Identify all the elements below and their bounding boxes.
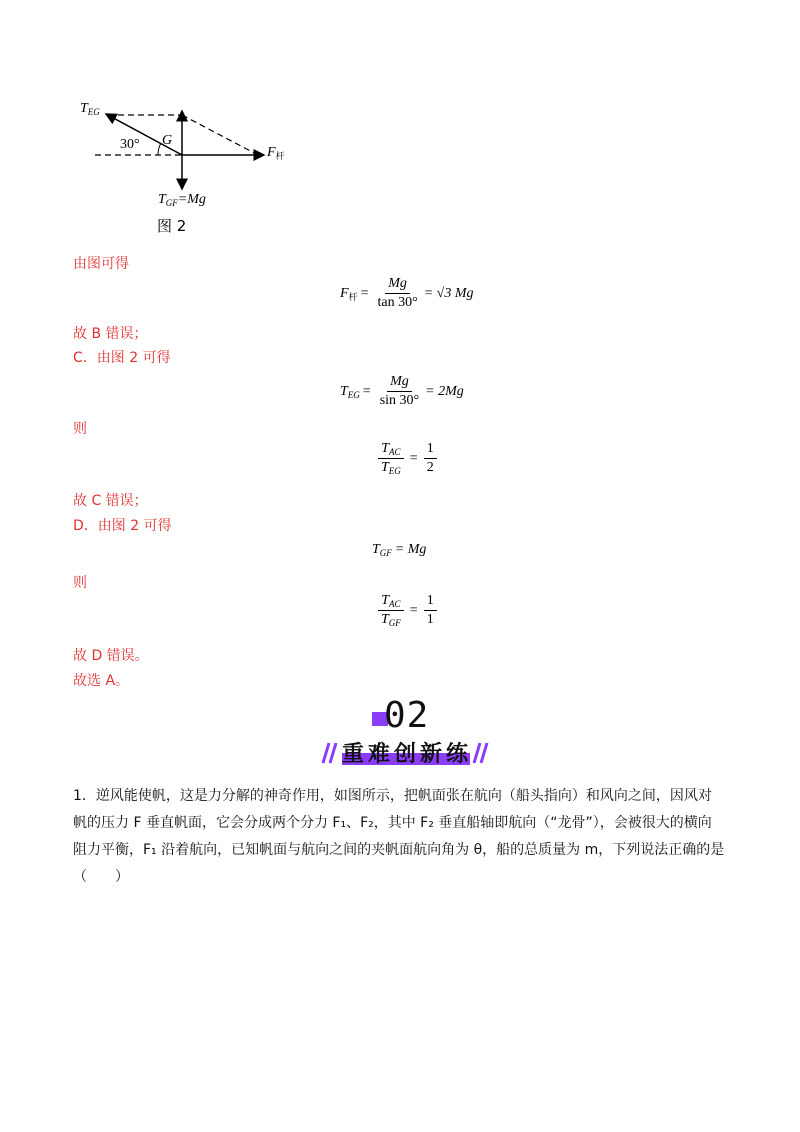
force-diagram-svg	[70, 95, 310, 240]
equation-t-eg: T EG = $\frac{Mg}{\sin 30^\circ}$ = 2Mg	[340, 374, 464, 408]
question-line-4: （ ）	[73, 869, 129, 885]
label-t-eg: $T_{EG}$	[80, 101, 100, 117]
label-t-gf: $T_{GF}=Mg$	[158, 192, 206, 208]
text-line-6: D．由图 2 可得	[73, 518, 172, 534]
label-angle: 30°	[120, 137, 140, 152]
text-line-2: 故 B 错误；	[73, 326, 148, 342]
equation-ratio-ac-gf: $\frac{T_{AC}}{T_{GF}}$ = $\frac{1}{1}$	[375, 593, 440, 628]
angle-arc	[158, 143, 161, 155]
equation-t-gf: T GF = Mg	[372, 542, 427, 558]
text-line-3: C．由图 2 可得	[73, 350, 171, 366]
section-title: 重难创新练	[342, 742, 473, 767]
question-line-3: 阻力平衡，F₁ 沿着航向，已知帆面与航向之间的夹帆面航向角为 θ，船的总质量为 m，下列说法正确的是	[73, 842, 725, 858]
text-line-1: 由图可得	[73, 256, 129, 272]
text-line-4: 则	[73, 421, 87, 437]
text-line-8: 故 D 错误。	[73, 648, 149, 664]
section-heading	[320, 695, 490, 775]
equation-f-gan: F 杆 = $\frac{Mg}{\tan 30^\circ}$ = √3 Mg	[340, 276, 474, 310]
section-number: 02	[384, 695, 430, 736]
figure-caption: 图 2	[157, 217, 187, 235]
question-line-2: 帆的压力 F 垂直帆面，它会分成两个分力 F₁、F₂，其中 F₂ 垂直船轴即航向（“龙骨”），会被很大的横向	[73, 815, 712, 831]
text-line-9: 故选 A。	[73, 673, 130, 689]
question-block	[73, 783, 733, 891]
dashed-diagonal-line	[182, 115, 258, 155]
text-line-5: 故 C 错误；	[73, 493, 148, 509]
label-f-gan: $F_杆$	[267, 145, 285, 161]
text-line-7: 则	[73, 575, 87, 591]
force-diagram	[70, 95, 310, 240]
question-line-1: 1．逆风能使帆，这是力分解的神奇作用，如图所示，把帆面张在航向（船头指向）和风向之间，因风对	[73, 788, 712, 804]
equation-ratio-ac-eg: $\frac{T_{AC}}{T_{EG}}$ = $\frac{1}{2}$	[375, 441, 440, 476]
label-g: G	[162, 133, 173, 148]
